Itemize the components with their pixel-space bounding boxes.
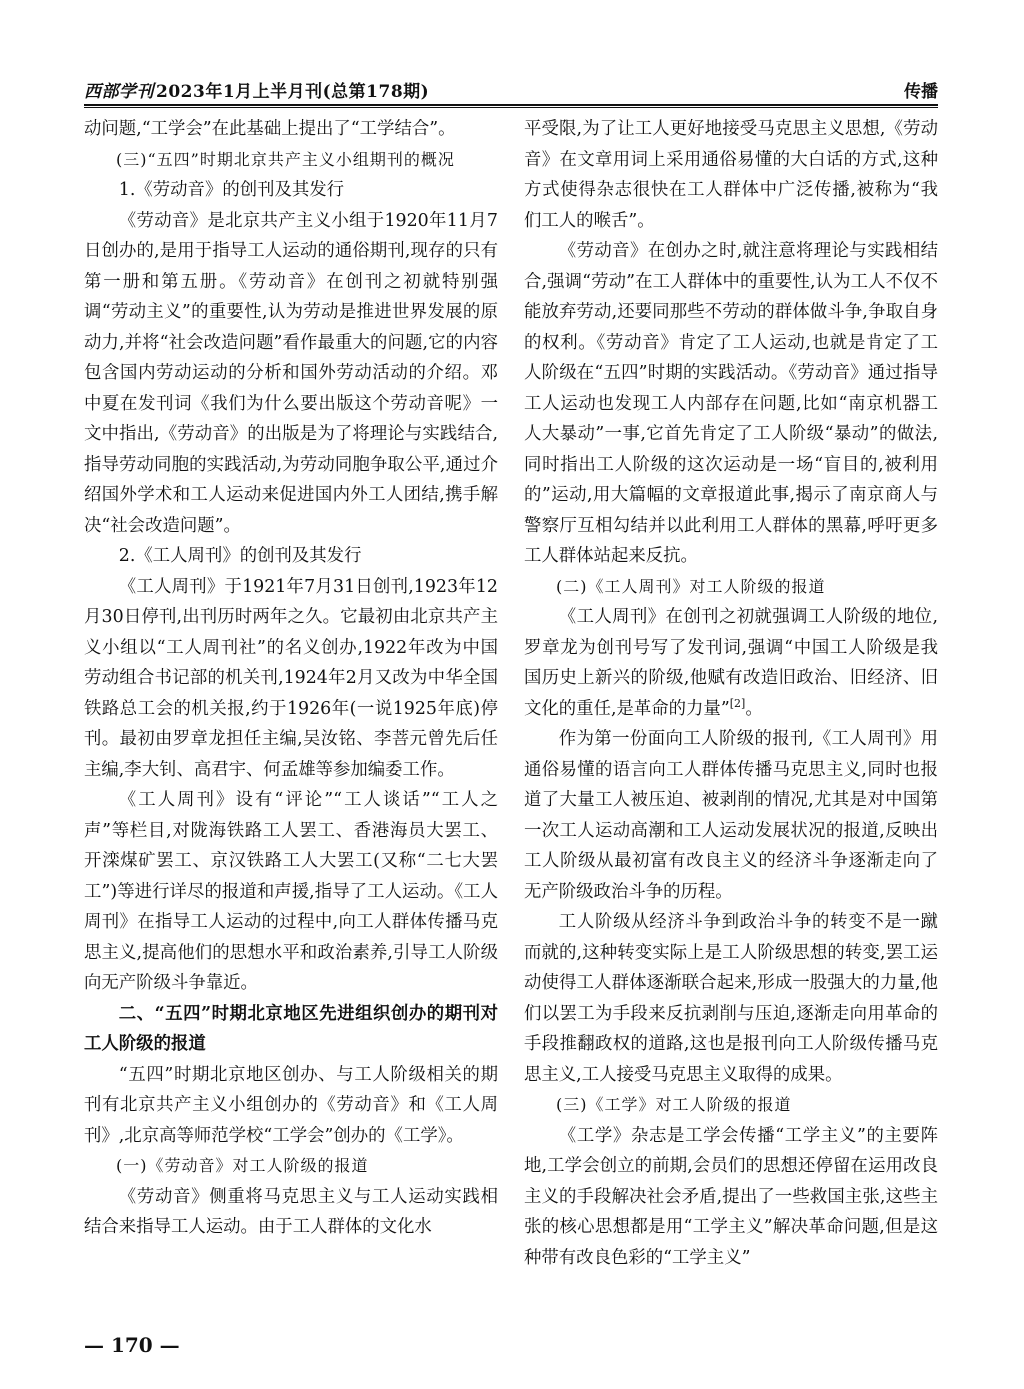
paragraph: 平受限,为了让工人更好地接受马克思主义思想,《劳动音》在文章用词上采用通俗易懂的大白话的方式,这种方式使得杂志很快在工人群体中广泛传播,被称为“我们工人的喉舌”。 — [524, 119, 938, 231]
paragraph: 《劳动音》在创办之时,就注意将理论与实践相结合,强调“劳动”在工人群体中的重要性,认为工人不仅不能放弃劳动,还要同那些不劳动的群体做斗争,争取自身的权利。《劳动音》肯定了工人运动,也就是肯定了工人阶级在“五四”时期的实践活动。《劳动音》通过指导工人运动也发现工人内部存在问题,比如“南京机器工人大暴动”一事,它首先肯定了工人阶级“暴动”的做法,同时指出工人阶级的这次运动是一场“盲目的,被利用的”运动,用大篇幅的文章报道此事,揭示了南京商人与警察厅互相勾结并以此利用工人群体的黑幕,呼吁更多工人群体站起来反抗。 — [524, 241, 938, 566]
running-header — [84, 72, 938, 102]
section-name: 传播 — [904, 82, 938, 102]
paragraph — [524, 602, 938, 724]
right-column — [524, 114, 938, 1273]
paragraph: “五四”时期北京地区创办、与工人阶级相关的期刊有北京共产主义小组创办的《劳动音》和《工人周刊》,北京高等师范学校“工学会”创办的《工学》。 — [84, 1064, 498, 1146]
issue-info: 2023年1月上半月刊(总第178期) — [156, 82, 430, 102]
journal-logo: 西部学刊 — [84, 82, 154, 102]
paragraph: 《劳动音》侧重将马克思主义与工人运动实践相结合来指导工人运动。由于工人群体的文化水 — [84, 1186, 498, 1237]
sub-heading: 1.《劳动音》的创刊及其发行 — [118, 180, 345, 200]
page-number: — 170 — — [84, 1333, 180, 1357]
subsection-heading: (三)《工学》对工人阶级的报道 — [556, 1095, 792, 1114]
subsection-heading: (二)《工人周刊》对工人阶级的报道 — [556, 576, 826, 596]
journal-issue-line — [84, 77, 429, 102]
paragraph: 《工学》杂志是工学会传播“工学主义”的主要阵地,工学会创立的前期,会员们的思想还停留在运用改良主义的手段解决社会矛盾,提出了一些救国主张,这些主张的核心思想都是用“工学主义”解决革命问题,但是这种带有改良色彩的“工学主义” — [524, 1125, 938, 1268]
sub-heading: 2.《工人周刊》的创刊及其发行 — [118, 546, 362, 566]
section-heading: 二、“五四”时期北京地区先进组织创办的期刊对工人阶级的报道 — [84, 1003, 498, 1054]
paragraph: 《工人周刊》设有“评论”“工人谈话”“工人之声”等栏目,对陇海铁路工人罢工、香港海员大罢工、开滦煤矿罢工、京汉铁路工人大罢工(又称“二七大罢工”)等进行详尽的报道和声援,指导了工人运动。《工人周刊》在指导工人运动的过程中,向工人群体传播马克思主义,提高他们的思想水平和政治素养,引导工人阶级向无产阶级斗争靠近。 — [84, 790, 498, 993]
paragraph: 《工人周刊》于1921年7月31日创刊,1923年12月30日停刊,出刊历时两年之久。它最初由北京共产主义小组以“工人周刊社”的名义创办,1922年改为中国劳动组合书记部的机关刊,1924年2月又改为中华全国铁路总工会的机关报,约于1926年(一说1925年底)停刊。最初由罗章龙担任主编,吴汝铭、李菩元曾先后任主编,李大钊、高君宇、何孟雄等参加编委工作。 — [84, 576, 498, 780]
subsection-heading: (三)“五四”时期北京共产主义小组期刊的概况 — [116, 149, 455, 169]
paragraph-text: 《工人周刊》在创刊之初就强调工人阶级的地位,罗章龙为创刊号写了发刊词,强调“中国工人阶级是我国历史上新兴的阶级,他赋有改造旧政治、旧经济、旧文化的重任,是革命的力量” — [524, 607, 938, 719]
citation-ref: [2] — [729, 696, 746, 710]
header-rule-thin — [84, 107, 938, 108]
subsection-heading: (一)《劳动音》对工人阶级的报道 — [116, 1156, 369, 1175]
paragraph: 动问题,“工学会”在此基础上提出了“工学结合”。 — [84, 119, 456, 139]
paragraph-end: 。 — [745, 698, 763, 719]
paragraph: 《劳动音》是北京共产主义小组于1920年11月7日创办的,是用于指导工人运动的通俗期刊,现存的只有第一册和第五册。《劳动音》在创刊之初就特别强调“劳动主义”的重要性,认为劳动是推进世界发展的原动力,并将“社会改造问题”看作最重大的问题,它的内容包含国内劳动运动的分析和国外劳动活动的介绍。邓中夏在发刊词《我们为什么要出版这个劳动音呢》一文中指出,《劳动音》的出版是为了将理论与实践结合,指导劳动同胞的实践活动,为劳动同胞争取公平,通过介绍国外学术和工人运动来促进国内外工人团结,携手解决“社会改造问题”。 — [84, 210, 498, 536]
paragraph: 工人阶级从经济斗争到政治斗争的转变不是一蹴而就的,这种转变实际上是工人阶级思想的转变,罢工运动使得工人群体逐渐联合起来,形成一股强大的力量,他们以罢工为手段来反抗剥削与压迫,逐渐走向用革命的手段推翻政权的道路,这也是报刊向工人阶级传播马克思主义,工人接受马克思主义取得的成果。 — [524, 912, 938, 1085]
left-column — [84, 114, 498, 1243]
paragraph: 作为第一份面向工人阶级的报刊,《工人周刊》用通俗易懂的语言向工人群体传播马克思主义,同时也报道了大量工人被压迫、被剥削的情况,尤其是对中国第一次工人运动高潮和工人运动发展状况的报道,反映出工人阶级从最初富有改良主义的经济斗争逐渐走向了无产阶级政治斗争的历程。 — [524, 729, 938, 902]
header-rule — [84, 104, 938, 106]
